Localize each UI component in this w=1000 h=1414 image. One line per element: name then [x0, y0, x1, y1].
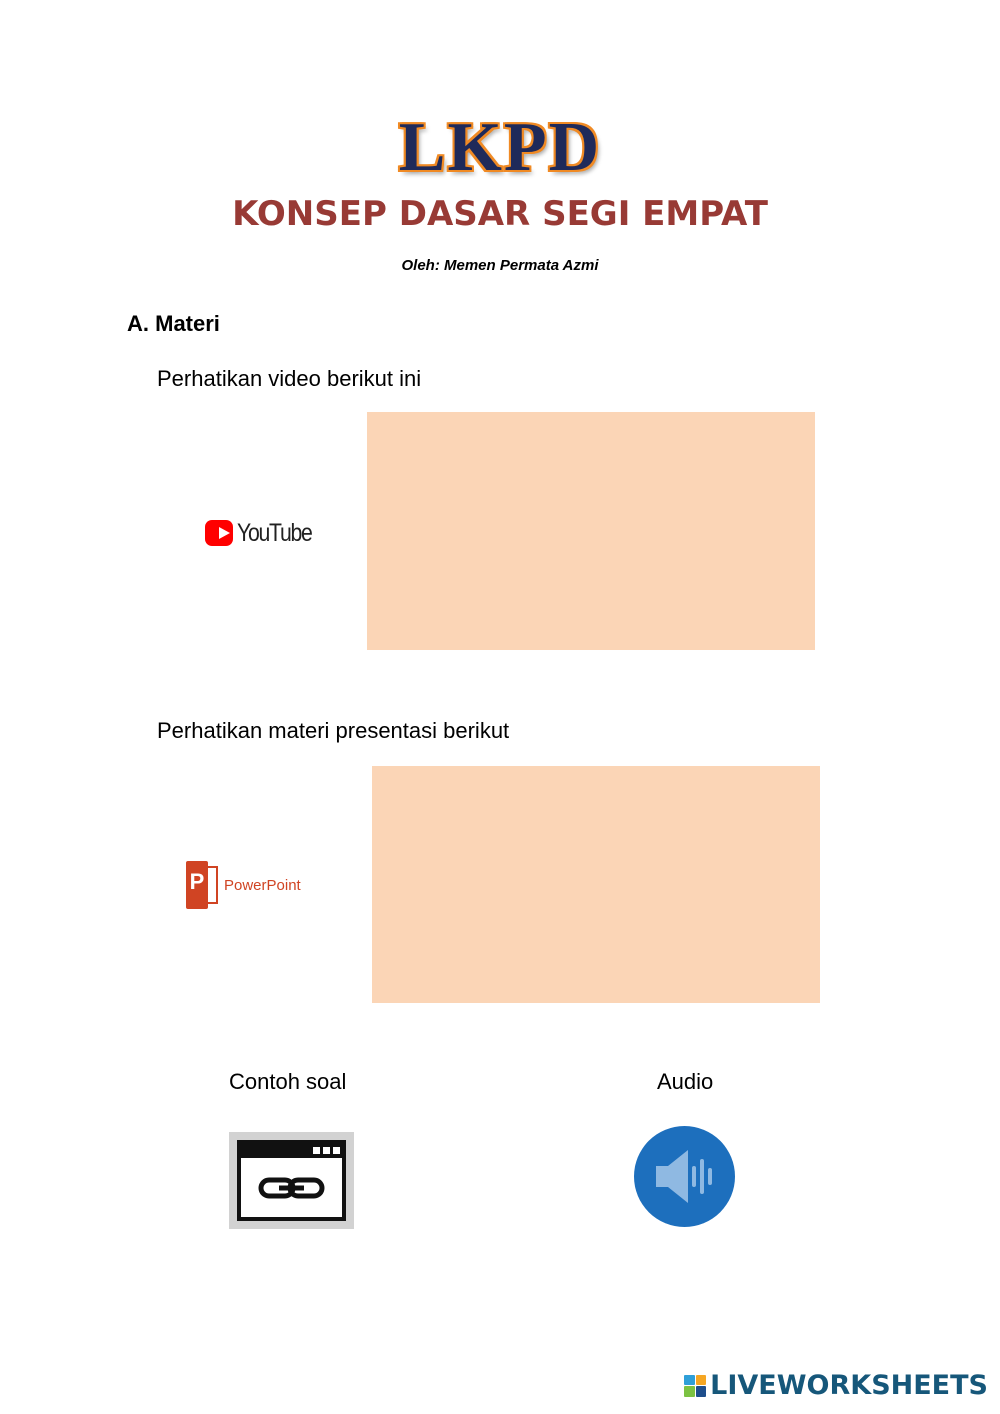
brand-text: LIVEWORKSHEETS	[710, 1370, 988, 1401]
powerpoint-icon: P	[186, 861, 218, 909]
author-line: Oleh: Memen Permata Azmi	[401, 257, 599, 274]
youtube-label: YouTube	[237, 518, 312, 547]
liveworksheets-brand	[684, 1370, 988, 1401]
audio-caption: Audio	[657, 1069, 714, 1094]
video-embed-area[interactable]	[367, 412, 815, 650]
section-heading: A. Materi	[127, 311, 220, 336]
youtube-play-icon	[205, 520, 233, 546]
example-caption: Contoh soal	[229, 1069, 347, 1094]
brand-grid-icon	[684, 1375, 706, 1397]
youtube-logo	[205, 517, 325, 549]
presentation-embed-area[interactable]	[372, 766, 820, 1003]
link-icon[interactable]	[229, 1132, 354, 1229]
powerpoint-label: PowerPoint	[224, 876, 301, 894]
video-instruction: Perhatikan video berikut ini	[157, 366, 422, 391]
lkpd-logo: LKPD	[398, 109, 602, 186]
powerpoint-logo	[186, 860, 346, 910]
presentation-instruction: Perhatikan materi presentasi berikut	[157, 718, 510, 743]
page-title: KONSEP DASAR SEGI EMPAT	[232, 194, 768, 234]
chain-icon	[241, 1158, 342, 1221]
audio-speaker-icon[interactable]	[634, 1126, 735, 1227]
